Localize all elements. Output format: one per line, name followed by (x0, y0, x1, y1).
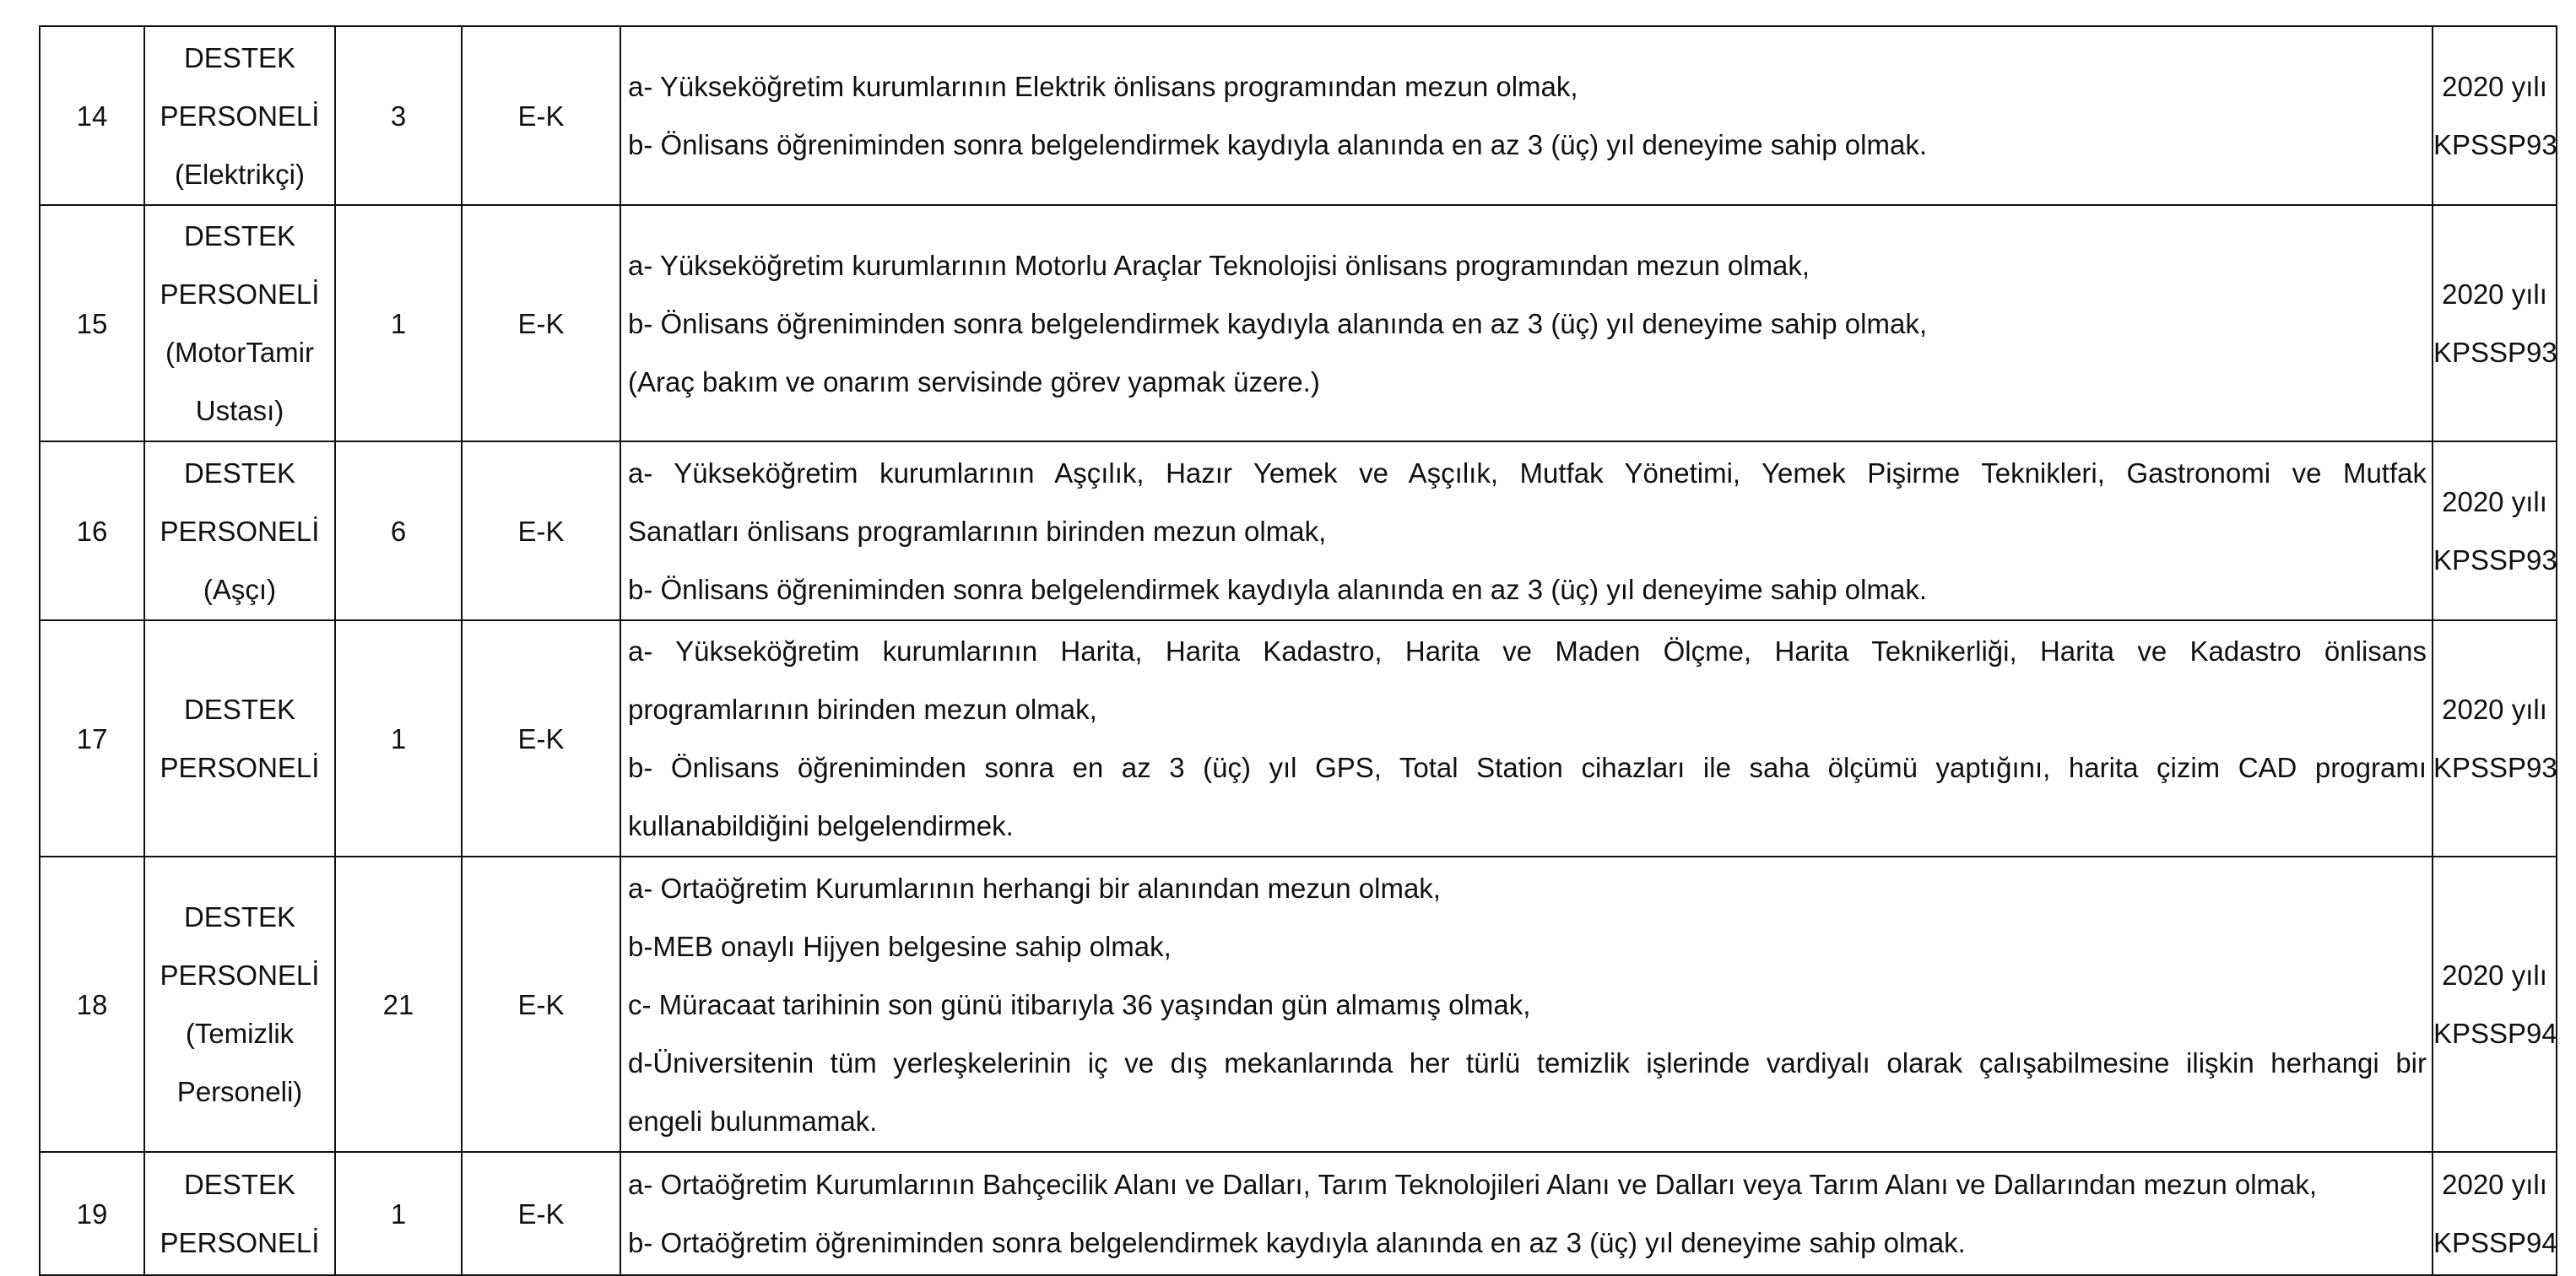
positions-table-wrapper (39, 25, 2556, 1276)
position-title-cell (144, 1152, 335, 1275)
position-title-line: PERSONELİ (160, 278, 320, 310)
exam-score-cell (2433, 441, 2557, 620)
requirement-line: a- Ortaöğretim Kurumlarının herhangi bir alanından mezun olmak, (628, 872, 1441, 904)
requirements-cell (620, 205, 2433, 441)
position-title-line: DESTEK (183, 457, 296, 489)
position-title-line: PERSONELİ (160, 1227, 320, 1258)
requirement-line: programlarının birinden mezun olmak, (628, 694, 1097, 725)
position-title-line: PERSONELİ (160, 960, 320, 991)
gender-cell: E-K (462, 26, 620, 205)
exam-score-line: KPSSP93 (2433, 544, 2557, 576)
position-title-cell (144, 620, 335, 857)
position-title-line: Personeli) (176, 1076, 303, 1107)
requirement-line: engeli bulunmamak. (628, 1105, 878, 1137)
position-title-line: (Aşçı) (203, 573, 277, 605)
requirement-line: Sanatları önlisans programlarının birinden mezun olmak, (628, 515, 1327, 547)
gender-cell: E-K (462, 205, 620, 441)
position-count-cell: 21 (335, 857, 462, 1152)
requirement-line: a- Yükseköğretim kurumlarının Elektrik önlisans programından mezun olmak, (628, 71, 1578, 102)
requirement-line: b- Ortaöğretim öğreniminden sonra belgelendirmek kaydıyla alanında en az 3 (üç) yıl deneyime sahip olmak. (628, 1227, 1966, 1258)
position-title-cell (144, 205, 335, 441)
exam-score-cell (2433, 857, 2557, 1152)
exam-score-line: KPSSP93 (2433, 337, 2557, 368)
requirement-line: b- Önlisans öğreniminden sonra belgelendirmek kaydıyla alanında en az 3 (üç) yıl deneyime sahip olmak, (628, 307, 1927, 339)
position-title-line: (Temizlik (185, 1018, 295, 1049)
row-number-cell: 14 (40, 26, 144, 205)
exam-score-cell (2433, 620, 2557, 857)
position-count-cell: 1 (335, 205, 462, 441)
position-count-cell: 1 (335, 620, 462, 857)
exam-score-line: 2020 yılı (2442, 960, 2547, 991)
position-title-line: (MotorTamir (165, 337, 314, 368)
requirement-line: a- Yükseköğretim kurumlarının Harita, Harita Kadastro, Harita ve Maden Ölçme, Harita Teknikerliği, Harita ve Kadastro önlisans (628, 635, 2427, 667)
requirement-line: d-Üniversitenin tüm yerleşkelerinin iç ve dış mekanlarında her türlü temizlik işlerinde vardiyalı olarak çalışabilmesine ilişkin herhangi bir (628, 1046, 2427, 1079)
position-title-cell (144, 26, 335, 205)
position-title-line: (Elektrikçi) (175, 158, 305, 190)
position-title-line: PERSONELİ (160, 515, 320, 547)
position-count-cell: 3 (335, 26, 462, 205)
exam-score-cell (2433, 205, 2557, 441)
position-count-cell: 1 (335, 1152, 462, 1275)
position-title-line: PERSONELİ (160, 752, 320, 783)
table-row (40, 26, 2557, 205)
position-title-line: DESTEK (183, 694, 296, 725)
gender-cell: E-K (462, 620, 620, 857)
row-number-cell: 17 (40, 620, 144, 857)
requirement-line: a- Yükseköğretim kurumlarının Motorlu Araçlar Teknolojisi önlisans programından mezun olmak, (628, 249, 1810, 281)
exam-score-line: 2020 yılı (2442, 71, 2547, 102)
position-count-cell: 6 (335, 441, 462, 620)
row-number-cell: 19 (40, 1152, 144, 1275)
exam-score-line: 2020 yılı (2442, 1169, 2547, 1200)
requirement-line: b-MEB onaylı Hijyen belgesine sahip olmak, (628, 930, 1172, 962)
position-title-line: DESTEK (183, 901, 296, 933)
requirements-cell (620, 620, 2433, 857)
requirements-cell (620, 1152, 2433, 1275)
requirement-line: (Araç bakım ve onarım servisinde görev yapmak üzere.) (628, 365, 1320, 397)
requirements-cell (620, 441, 2433, 620)
requirement-line: a- Yükseköğretim kurumlarının Aşçılık, Hazır Yemek ve Aşçılık, Mutfak Yönetimi, Yemek Pişirme Teknikleri, Gastronomi ve Mutfak (628, 457, 2427, 489)
requirement-line: b- Önlisans öğreniminden sonra en az 3 (üç) yıl GPS, Total Station cihazları ile saha ölçümü yaptığını, harita çizim CAD programı (628, 752, 2427, 783)
row-number-cell: 18 (40, 857, 144, 1152)
exam-score-line: KPSSP93 (2433, 129, 2557, 160)
position-title-line: DESTEK (183, 41, 296, 73)
exam-score-line: KPSSP93 (2433, 752, 2557, 783)
requirement-line: c- Müracaat tarihinin son günü itibarıyla 36 yaşından gün almamış olmak, (628, 988, 1531, 1020)
exam-score-line: KPSSP94 (2433, 1227, 2557, 1258)
position-title-cell (144, 857, 335, 1152)
exam-score-line: KPSSP94 (2433, 1018, 2557, 1049)
requirements-cell (620, 857, 2433, 1152)
position-title-cell (144, 441, 335, 620)
gender-cell: E-K (462, 441, 620, 620)
exam-score-line: 2020 yılı (2442, 486, 2547, 517)
requirement-line: a- Ortaöğretim Kurumlarının Bahçecilik Alanı ve Dalları, Tarım Teknolojileri Alanı ve Dalları veya Tarım Alanı ve Dallarından mezun olmak, (628, 1169, 2318, 1200)
row-number-cell: 16 (40, 441, 144, 620)
gender-cell: E-K (462, 1152, 620, 1275)
table-row (40, 620, 2557, 857)
table-row (40, 857, 2557, 1152)
position-title-line: DESTEK (183, 220, 296, 251)
position-title-line: DESTEK (183, 1169, 296, 1200)
row-number-cell: 15 (40, 205, 144, 441)
exam-score-cell (2433, 1152, 2557, 1275)
table-row (40, 441, 2557, 620)
positions-table-body (40, 26, 2557, 1275)
requirement-line: kullanabildiğini belgelendirmek. (628, 810, 1014, 841)
positions-table (39, 25, 2557, 1276)
gender-cell: E-K (462, 857, 620, 1152)
requirements-cell (620, 26, 2433, 205)
position-title-line: PERSONELİ (160, 100, 320, 132)
requirement-line: b- Önlisans öğreniminden sonra belgelendirmek kaydıyla alanında en az 3 (üç) yıl deneyime sahip olmak. (628, 573, 1927, 605)
exam-score-line: 2020 yılı (2442, 694, 2547, 725)
exam-score-line: 2020 yılı (2442, 278, 2547, 310)
table-row (40, 205, 2557, 441)
position-title-line: Ustası) (195, 395, 284, 426)
requirement-line: b- Önlisans öğreniminden sonra belgelendirmek kaydıyla alanında en az 3 (üç) yıl deneyime sahip olmak. (628, 129, 1927, 160)
table-row (40, 1152, 2557, 1275)
exam-score-cell (2433, 26, 2557, 205)
